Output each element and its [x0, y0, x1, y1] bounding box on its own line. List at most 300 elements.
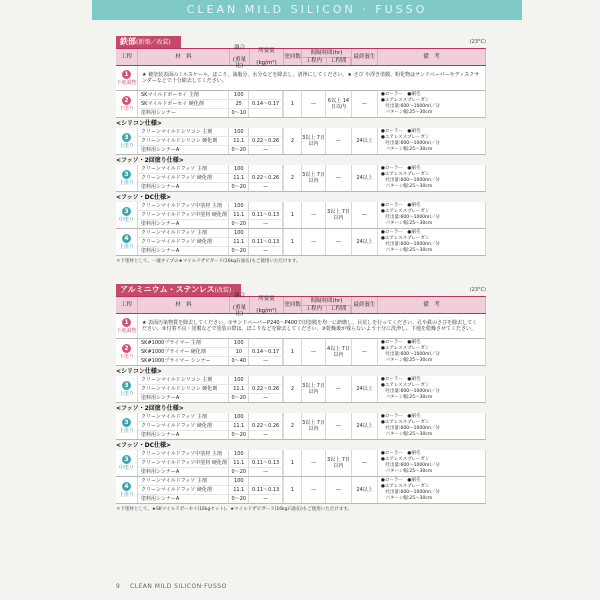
- material-amount: 0.14〜0.17: [249, 348, 283, 356]
- material-row: [138, 495, 283, 503]
- material-row: [138, 450, 283, 459]
- material-ratio: 11.1: [229, 137, 249, 145]
- section-0: [116, 36, 486, 264]
- material-ratio: 0〜20: [229, 495, 249, 503]
- final-cure-value: 24以上: [352, 165, 378, 191]
- system-title: <フッソ・DC仕様>: [116, 194, 172, 201]
- col-header-ratio-sub: (重量比): [232, 57, 247, 69]
- material-amount: 0.11〜0.13: [249, 459, 283, 467]
- remarks: [378, 477, 486, 503]
- material-ratio: 11.1: [229, 211, 249, 219]
- materials: [138, 413, 284, 439]
- materials: [138, 202, 284, 228]
- process-row: [116, 202, 486, 229]
- remarks: [378, 91, 486, 117]
- interval-in-value: —: [302, 91, 326, 117]
- material-row: [138, 486, 283, 495]
- step-name: 下地調整: [116, 80, 137, 86]
- step-cell: [116, 165, 138, 191]
- material-ratio: 100: [229, 413, 249, 421]
- remarks: [378, 202, 486, 228]
- remark-line: 吐出量:600〜1000ml／分: [381, 463, 440, 468]
- step-number: 4: [122, 234, 131, 243]
- interval-between: 工程間: [327, 58, 352, 66]
- material-row: [138, 348, 283, 357]
- material-name: 塗料用シンナーA: [138, 495, 229, 503]
- interval-in-value: —: [302, 202, 326, 228]
- section-footnote: ＊下塗材として、★SKマイルドボーセイ(16kgセット)、★マイルドザビガード(16kg石油缶)もご使用いただけます。: [116, 507, 352, 512]
- col-header-ratio-sub: (重量比): [232, 305, 247, 317]
- system-title: <シリコン仕様>: [116, 120, 162, 127]
- material-amount: —: [249, 220, 283, 228]
- step-cell: [116, 477, 138, 503]
- material-name: 塗料用シンナーA: [138, 468, 229, 476]
- process-row: [116, 128, 486, 155]
- coats-value: 2: [284, 165, 302, 191]
- material-ratio: 100: [229, 165, 249, 173]
- material-row: [138, 183, 283, 191]
- col-header-amount-sub: (kg/m²): [256, 308, 277, 314]
- remark-line: 吐出量:600〜1000ml／分: [381, 104, 440, 109]
- material-ratio: 100: [229, 339, 249, 347]
- material-name: クリーンマイルドフッソ中塗材 硬化剤: [138, 211, 229, 219]
- remarks: [378, 229, 486, 255]
- material-amount: 0.22〜0.26: [249, 385, 283, 393]
- material-row: [138, 468, 283, 476]
- process-row: [116, 91, 486, 118]
- remark-line: ●エアレススプレーガン: [381, 484, 430, 489]
- remark-line: ●ローラー ●刷毛: [381, 92, 421, 97]
- material-ratio: 100: [229, 229, 249, 237]
- material-amount: [249, 450, 283, 458]
- material-ratio: 0〜20: [229, 431, 249, 439]
- material-ratio: 100: [229, 450, 249, 458]
- remark-line: 吐出量:600〜1000ml／分: [381, 352, 440, 357]
- material-name: クリーンマイルドフッソ 硬化剤: [138, 174, 229, 182]
- temperature-unit: (23°C): [469, 287, 486, 293]
- coats-value: 1: [284, 450, 302, 476]
- material-amount: [249, 165, 283, 173]
- material-ratio: 100: [229, 477, 249, 485]
- col-header-process-label: 工程: [120, 302, 132, 308]
- section-header: [116, 36, 486, 48]
- interval-in-value: —: [302, 339, 326, 365]
- interval-in: 工程内: [302, 58, 327, 66]
- remark-line: ●エアレススプレーガン: [381, 236, 430, 241]
- material-ratio: 10: [229, 348, 249, 356]
- coats-value: 1: [284, 202, 302, 228]
- final-cure-value: —: [352, 202, 378, 228]
- material-row: [138, 229, 283, 238]
- interval-in-value: 3以上 7日以内: [302, 413, 326, 439]
- coats-value: 1: [284, 91, 302, 117]
- remark-line: ●ローラー ●刷毛: [381, 414, 421, 419]
- material-row: [138, 91, 283, 100]
- material-row: [138, 431, 283, 439]
- section-footnote: ＊下塗材として、一液タイプの★マイルドザビガード(16kg石油缶)もご使用いただけます。: [116, 259, 301, 264]
- material-name: クリーンマイルドフッソ 主剤: [138, 229, 229, 237]
- coats-value: 2: [284, 128, 302, 154]
- remark-line: パターン幅:25〜30cm: [381, 432, 433, 437]
- material-ratio: 25: [229, 100, 249, 108]
- remarks: [378, 413, 486, 439]
- interval-in-value: 3以上 7日以内: [302, 128, 326, 154]
- section-title: [116, 284, 241, 296]
- material-name: 塗料用シンナーA: [138, 431, 229, 439]
- system-title: <フッソ・2回塗り仕様>: [116, 405, 184, 412]
- material-amount: [249, 128, 283, 136]
- remark-line: ●エアレススプレーガン: [381, 457, 430, 462]
- material-amount: —: [249, 495, 283, 503]
- material-name: 塗料用シンナーA: [138, 247, 229, 255]
- col-header-interval: [302, 297, 352, 313]
- final-cure-value: 24以上: [352, 229, 378, 255]
- step-number: 1: [122, 70, 131, 79]
- step-number: 3: [122, 418, 131, 427]
- remark-line: ●ローラー ●刷毛: [381, 166, 421, 171]
- material-ratio: 0〜20: [229, 394, 249, 402]
- col-header-ratio-label: 調合: [233, 45, 245, 51]
- materials: [138, 165, 284, 191]
- material-row: [138, 459, 283, 468]
- interval-between-value: —: [326, 376, 352, 402]
- remark-line: 吐出量:600〜1000ml／分: [381, 242, 440, 247]
- material-name: クリーンマイルドシリコン 主剤: [138, 376, 229, 384]
- interval-in-value: —: [302, 477, 326, 503]
- remark-line: パターン幅:25〜30cm: [381, 496, 433, 501]
- remark-line: パターン幅:25〜30cm: [381, 395, 433, 400]
- material-name: クリーンマイルドフッソ 主剤: [138, 165, 229, 173]
- remark-line: パターン幅:25〜30cm: [381, 221, 433, 226]
- section-header: [116, 284, 486, 296]
- col-header-coats: [284, 297, 302, 313]
- remark-line: パターン幅:25〜30cm: [381, 248, 433, 253]
- material-amount: 0.11〜0.13: [249, 211, 283, 219]
- remark-line: ●エアレススプレーガン: [381, 420, 430, 425]
- remarks: [378, 376, 486, 402]
- material-ratio: 100: [229, 376, 249, 384]
- col-header-remarks: [378, 49, 486, 65]
- final-cure-value: —: [352, 450, 378, 476]
- material-name: SKマイルドボーセイ 硬化剤: [138, 100, 229, 108]
- step-name: 下塗り: [118, 354, 134, 360]
- material-name: SK#1000プライマー シンナー: [138, 357, 229, 365]
- materials: [138, 128, 284, 154]
- step-cell: [116, 376, 138, 402]
- final-cure-value: 24以上: [352, 477, 378, 503]
- interval-between-value: —: [326, 229, 352, 255]
- material-amount: —: [249, 146, 283, 154]
- process-row: [116, 477, 486, 504]
- material-name: 塗料用シンナーA: [138, 183, 229, 191]
- temperature-unit: (23°C): [469, 39, 486, 45]
- col-header-remarks-label: 備 考: [423, 54, 440, 60]
- material-row: [138, 238, 283, 247]
- material-amount: 0.22〜0.26: [249, 174, 283, 182]
- material-ratio: 0〜20: [229, 220, 249, 228]
- section-1: [116, 284, 486, 512]
- step-cell: [116, 91, 138, 117]
- material-amount: [249, 376, 283, 384]
- material-amount: —: [249, 357, 283, 365]
- remark-line: ●エアレススプレーガン: [381, 209, 430, 214]
- material-row: [138, 376, 283, 385]
- material-row: [138, 220, 283, 228]
- material-amount: —: [249, 183, 283, 191]
- materials: [138, 376, 284, 402]
- remark-line: ●ローラー ●刷毛: [381, 203, 421, 208]
- process-row: [116, 413, 486, 440]
- material-name: クリーンマイルドフッソ中塗材 主剤: [138, 202, 229, 210]
- remark-line: ●ローラー ●刷毛: [381, 478, 421, 483]
- material-name: SK#1000プライマー 硬化剤: [138, 348, 229, 356]
- col-header-final: [352, 297, 378, 313]
- material-ratio: 0〜20: [229, 247, 249, 255]
- material-name: クリーンマイルドシリコン 硬化剤: [138, 137, 229, 145]
- material-name: クリーンマイルドシリコン 主剤: [138, 128, 229, 136]
- material-amount: [249, 91, 283, 99]
- material-amount: [249, 477, 283, 485]
- step-name: 上塗り: [118, 492, 134, 498]
- material-name: 塗料用シンナーA: [138, 146, 229, 154]
- material-amount: [249, 109, 283, 117]
- brand-banner: CLEAN MILD SILICON · FUSSO: [92, 0, 522, 20]
- process-row: [116, 165, 486, 192]
- final-cure-value: 24以上: [352, 413, 378, 439]
- material-row: [138, 339, 283, 348]
- col-header-remarks-label: 備 考: [423, 302, 440, 308]
- col-header-coats-label: 塗回数: [284, 54, 301, 60]
- remark-line: ●ローラー ●刷毛: [381, 340, 421, 345]
- materials: [138, 91, 284, 117]
- final-cure-value: —: [352, 339, 378, 365]
- step-number: 2: [122, 344, 131, 353]
- material-row: [138, 202, 283, 211]
- material-row: [138, 385, 283, 394]
- material-ratio: 11.1: [229, 385, 249, 393]
- material-amount: [249, 339, 283, 347]
- remark-line: パターン幅:25〜30cm: [381, 184, 433, 189]
- material-amount: [249, 413, 283, 421]
- col-header-ratio: [230, 45, 250, 69]
- step-number: 4: [122, 482, 131, 491]
- material-ratio: 11.1: [229, 174, 249, 182]
- material-ratio: 11.1: [229, 459, 249, 467]
- col-header-material-label: 材 料: [175, 302, 192, 308]
- step-cell: [116, 339, 138, 365]
- remark-line: パターン幅:25〜30cm: [381, 147, 433, 152]
- step-name: 上塗り: [118, 391, 134, 397]
- remark-line: パターン幅:25〜30cm: [381, 358, 433, 363]
- material-row: [138, 247, 283, 255]
- step-number: 3: [122, 207, 131, 216]
- remarks: [378, 450, 486, 476]
- prep-text: ★ 被塗装表面のミルスケール、ほこり、油脂分、水分などを除去し、清浄にしてください。★ さび や浮き塗膜、粉化物はサンドペーパーやディスクサンダーなどで十分除去してください。: [138, 66, 486, 90]
- interval-in-value: —: [302, 229, 326, 255]
- col-header-amount-label: 所要量: [258, 296, 275, 302]
- coats-value: 1: [284, 477, 302, 503]
- interval-title: 間隔時間(hr): [302, 49, 351, 58]
- remark-line: ●エアレススプレーガン: [381, 98, 430, 103]
- col-header-final: [352, 49, 378, 65]
- remark-line: 吐出量:600〜1000ml／分: [381, 141, 440, 146]
- interval-in-value: 3以上 7日以内: [302, 376, 326, 402]
- section-title-main: アルミニウム・ステンレス: [120, 285, 215, 294]
- interval-between-value: —: [326, 128, 352, 154]
- remarks: [378, 165, 486, 191]
- remark-line: 吐出量:600〜1000ml／分: [381, 389, 440, 394]
- table-header: [116, 293, 486, 317]
- step-cell: [116, 450, 138, 476]
- col-header-interval: [302, 49, 352, 65]
- col-header-ratio-label: 調合: [233, 293, 245, 299]
- final-cure-value: 24以上: [352, 376, 378, 402]
- material-ratio: 0〜40: [229, 357, 249, 365]
- table-header: [116, 45, 486, 69]
- remark-line: ●ローラー ●刷毛: [381, 377, 421, 382]
- step-name: 上塗り: [118, 143, 134, 149]
- material-amount: [249, 202, 283, 210]
- final-cure-value: —: [352, 91, 378, 117]
- remark-line: パターン幅:25〜30cm: [381, 110, 433, 115]
- interval-title: 間隔時間(hr): [302, 297, 351, 306]
- remark-line: ●ローラー ●刷毛: [381, 230, 421, 235]
- col-header-material: [138, 49, 230, 65]
- material-row: [138, 413, 283, 422]
- col-header-process: [116, 49, 138, 65]
- material-ratio: 0〜20: [229, 146, 249, 154]
- final-cure-value: 24以上: [352, 128, 378, 154]
- material-ratio: 11.1: [229, 486, 249, 494]
- step-name: 上塗り: [118, 180, 134, 186]
- step-cell: [116, 66, 138, 90]
- material-ratio: 100: [229, 202, 249, 210]
- prep-text: ★ 表面汚染物質を除去してください。①サンドペーパーP240〜P400で旧塗膜を均一に研磨し、目荒しを行ってください。孔や鉄のさびを除去してください。②付着不良・塗膜などで塗装の際は、ほこりなどを除去してください。③乾燥後が残らないよう十分に洗浄し、下地を乾燥させてください。: [138, 314, 486, 338]
- coats-value: 2: [284, 376, 302, 402]
- col-header-amount-label: 所要量: [258, 48, 275, 54]
- material-amount: 0.22〜0.26: [249, 137, 283, 145]
- material-amount: —: [249, 468, 283, 476]
- process-row: [116, 339, 486, 366]
- col-header-coats: [284, 49, 302, 65]
- page-number: 9: [116, 583, 121, 590]
- material-row: [138, 422, 283, 431]
- section-title-sub: (新築／改装): [136, 39, 171, 46]
- step-cell: [116, 202, 138, 228]
- system-title: <シリコン仕様>: [116, 368, 162, 375]
- step-cell: [116, 413, 138, 439]
- material-name: クリーンマイルドフッソ 硬化剤: [138, 238, 229, 246]
- interval-between-value: —: [326, 165, 352, 191]
- remark-line: ●ローラー ●刷毛: [381, 129, 421, 134]
- material-row: [138, 477, 283, 486]
- material-amount: —: [249, 247, 283, 255]
- col-header-final-label: 最終養生: [353, 54, 376, 60]
- step-name: 中塗り: [118, 217, 134, 223]
- col-header-ratio: [230, 293, 250, 317]
- col-header-process-label: 工程: [120, 54, 132, 60]
- material-row: [138, 109, 283, 117]
- material-ratio: 0〜10: [229, 109, 249, 117]
- remark-line: ●エアレススプレーガン: [381, 135, 430, 140]
- material-ratio: 100: [229, 128, 249, 136]
- section-title: [116, 36, 181, 48]
- prep-row: [116, 66, 486, 91]
- material-ratio: 100: [229, 91, 249, 99]
- interval-subheaders: [302, 58, 351, 66]
- col-header-process: [116, 297, 138, 313]
- step-number: 3: [122, 133, 131, 142]
- col-header-amount: [250, 49, 284, 65]
- section-title-main: 鉄部: [120, 37, 136, 46]
- material-ratio: 0〜20: [229, 468, 249, 476]
- step-number: 3: [122, 381, 131, 390]
- step-name: 中塗り: [118, 465, 134, 471]
- remarks: [378, 339, 486, 365]
- material-name: クリーンマイルドフッソ 主剤: [138, 413, 229, 421]
- system-title: <フッソ・2回塗り仕様>: [116, 157, 184, 164]
- material-row: [138, 128, 283, 137]
- interval-in-value: 3以上 7日以内: [302, 165, 326, 191]
- process-row: [116, 450, 486, 477]
- material-amount: 0.22〜0.26: [249, 422, 283, 430]
- section-title-sub: (改装): [214, 287, 232, 294]
- remark-line: パターン幅:25〜30cm: [381, 469, 433, 474]
- material-amount: 0.14〜0.17: [249, 100, 283, 108]
- interval-in-value: —: [302, 450, 326, 476]
- material-name: クリーンマイルドシリコン 硬化剤: [138, 385, 229, 393]
- remark-line: 吐出量:600〜1000ml／分: [381, 215, 440, 220]
- step-number: 3: [122, 170, 131, 179]
- remark-line: ●ローラー ●刷毛: [381, 451, 421, 456]
- step-cell: [116, 314, 138, 338]
- material-amount: 0.11〜0.13: [249, 486, 283, 494]
- col-header-amount: [250, 297, 284, 313]
- material-row: [138, 137, 283, 146]
- materials: [138, 339, 284, 365]
- footer-text: CLEAN MILD SILICON·FUSSO: [129, 583, 227, 590]
- remark-line: ●エアレススプレーガン: [381, 346, 430, 351]
- material-amount: [249, 229, 283, 237]
- step-number: 3: [122, 455, 131, 464]
- material-name: SKマイルドボーセイ 主剤: [138, 91, 229, 99]
- col-header-final-label: 最終養生: [353, 302, 376, 308]
- interval-between-value: 6以上 14日以内: [326, 91, 352, 117]
- remark-line: 吐出量:600〜1000ml／分: [381, 490, 440, 495]
- remarks: [378, 128, 486, 154]
- material-name: 塗料用シンナーA: [138, 220, 229, 228]
- material-name: 塗料用シンナーA: [138, 394, 229, 402]
- material-row: [138, 165, 283, 174]
- col-header-material-label: 材 料: [175, 54, 192, 60]
- material-amount: —: [249, 431, 283, 439]
- remark-line: 吐出量:600〜1000ml／分: [381, 426, 440, 431]
- material-row: [138, 174, 283, 183]
- material-name: クリーンマイルドフッソ 硬化剤: [138, 422, 229, 430]
- material-ratio: 11.1: [229, 238, 249, 246]
- step-cell: [116, 229, 138, 255]
- material-name: クリーンマイルドフッソ中塗材 主剤: [138, 450, 229, 458]
- interval-between-value: —: [326, 413, 352, 439]
- material-row: [138, 100, 283, 109]
- step-name: 下地調整: [116, 328, 137, 334]
- materials: [138, 477, 284, 503]
- step-name: 下塗り: [118, 106, 134, 112]
- page-footer: [116, 583, 227, 590]
- interval-between-value: 3以上 7日以内: [326, 202, 352, 228]
- material-name: SK#1000プライマー 主剤: [138, 339, 229, 347]
- col-header-material: [138, 297, 230, 313]
